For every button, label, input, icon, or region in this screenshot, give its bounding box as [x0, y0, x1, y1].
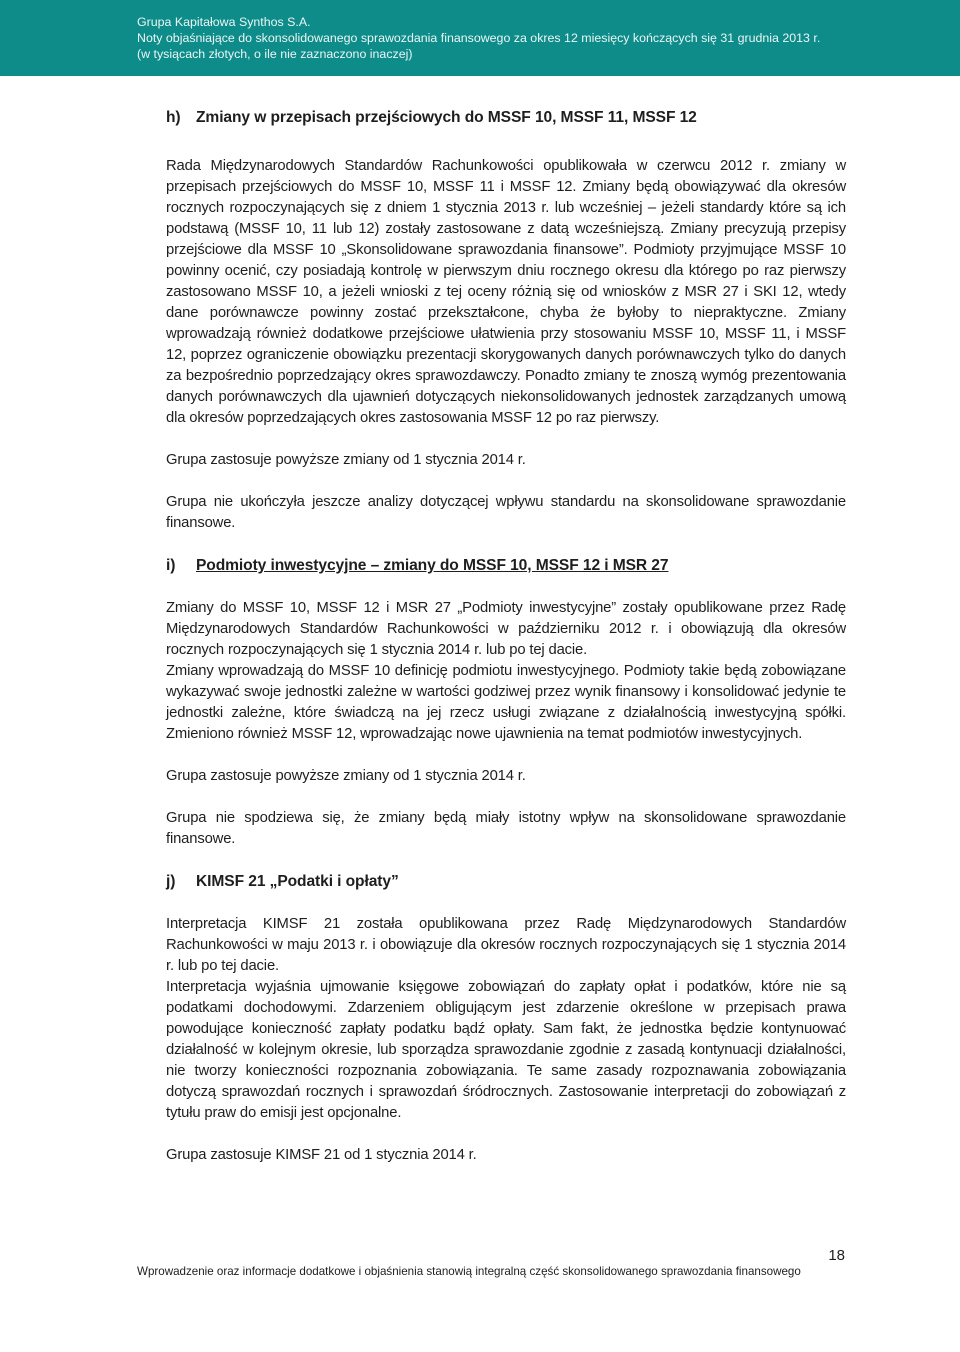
section-i-paragraph-3: Grupa zastosuje powyższe zmiany od 1 stycznia 2014 r. — [166, 768, 526, 784]
section-j-letter: j) — [166, 873, 176, 890]
section-h-paragraph-2: Grupa zastosuje powyższe zmiany od 1 stycznia 2014 r. — [166, 452, 526, 468]
section-h — [166, 107, 846, 534]
section-i-heading — [166, 555, 846, 577]
company-name: Grupa Kapitałowa Synthos S.A. — [137, 15, 311, 29]
section-j — [166, 871, 846, 1166]
section-i-paragraph-2: Zmiany wprowadzają do MSSF 10 definicję podmiotu inwestycyjnego. Podmioty takie będą zobowiązane wykazywać swoje jednostki zależne w wartości godziwej przez wynik finansowy i konsolidować jedynie te jednostki zależne, które świadczą na jej rzecz usługi związane z działalnością inwestycyjną spółki. Zmieniono również MSSF 12, wprowadzając nowe ujawnienia na temat podmiotów inwestycyjnych. — [166, 663, 846, 742]
section-j-title: KIMSF 21 „Podatki i opłaty” — [196, 873, 399, 890]
section-j-heading — [166, 871, 846, 893]
report-title: Noty objaśniające do skonsolidowanego sprawozdania finansowego za okres 12 miesięcy kończących się 31 grudnia 2013 r. — [137, 31, 821, 45]
units-note: (w tysiącach złotych, o ile nie zaznaczono inaczej) — [137, 47, 413, 61]
section-j-paragraph-2: Interpretacja wyjaśnia ujmowanie księgowe zobowiązań do zapłaty opłat i podatków, które nie są podatkami dochodowymi. Zdarzeniem obligującym jest zdarzenie określone w przepisach prawa powodujące konieczność zapłaty podatku bądź opłaty. Sam fakt, że jednostka będzie kontynuować działalność w kolejnym okresie, lub sporządza sprawozdanie zgodnie z zasadą kontynuacji działalności, nie tworzy konieczności rozpoznania zobowiązania. Te same zasady rozpoznawania zobowiązania dotyczą sprawozdań rocznych i sprawozdań śródrocznych. Zastosowanie interpretacji do zobowiązań z tytułu praw do emisji jest opcjonalne. — [166, 979, 846, 1121]
footer-note: Wprowadzenie oraz informacje dodatkowe i objaśnienia stanowią integralną część skonsolidowanego sprawozdania finansowego — [137, 1265, 801, 1278]
section-h-letter: h) — [166, 109, 181, 126]
section-h-paragraph-1: Rada Międzynarodowych Standardów Rachunkowości opublikowała w czerwcu 2012 r. zmiany w przepisach przejściowych do MSSF 10, MSSF 11 i MSSF 12. Zmiany będą obowiązywać dla okresów rocznych rozpoczynających się z dniem 1 stycznia 2013 r. lub wcześniej – jeżeli standardy które są ich podstawą (MSSF 10, 11 lub 12) zostały zastosowane z datą wcześniejszą. Zmiany precyzują przepisy przejściowe dla MSSF 10 „Skonsolidowane sprawozdania finansowe”. Podmioty przyjmujące MSSF 10 powinny ocenić, czy posiadają kontrolę w pierwszym dniu rocznego okresu dla którego po raz pierwszy zastosowano MSSF 10, a jeżeli wnioski z tej oceny różnią się od wniosków z MSR 27 i SKI 12, wtedy dane porównawcze powinny zostać przekształcone, chyba że byłoby to niepraktyczne. Zmiany wprowadzają również dodatkowe przejściowe ułatwienia przy stosowaniu MSSF 10, MSSF 11, i MSSF 12, poprzez ograniczenie obowiązku prezentacji skorygowanych danych porównawczych tylko do danych za bezpośrednio poprzedzający okres sprawozdawczy. Ponadto zmiany te znoszą wymóg prezentowania danych porównawczych dla ujawnień dotyczących niekonsolidowanych jednostek zarządzanych umową dla okresów poprzedzających okres zastosowania MSSF 12 po raz pierwszy. — [166, 158, 846, 426]
page-number: 18 — [828, 1247, 845, 1264]
section-j-paragraph-1: Interpretacja KIMSF 21 została opublikowana przez Radę Międzynarodowych Standardów Rachunkowości w maju 2013 r. i obowiązuje dla okresów rocznych rozpoczynających się 1 stycznia 2014 r. lub po tej dacie. — [166, 916, 846, 974]
section-i-letter: i) — [166, 557, 176, 574]
section-h-paragraph-3: Grupa nie ukończyła jeszcze analizy dotyczącej wpływu standardu na skonsolidowane sprawozdanie finansowe. — [166, 494, 846, 531]
document-header — [137, 14, 820, 62]
section-i-paragraph-1: Zmiany do MSSF 10, MSSF 12 i MSR 27 „Podmioty inwestycyjne” zostały opublikowane przez Radę Międzynarodowych Standardów Rachunkowości w październiku 2012 r. i obowiązują dla okresów rocznych rozpoczynających się 1 stycznia 2014 r. lub po tej dacie. — [166, 600, 846, 658]
section-h-heading — [166, 107, 846, 129]
section-h-title: Zmiany w przepisach przejściowych do MSSF 10, MSSF 11, MSSF 12 — [196, 109, 697, 126]
page-content — [166, 107, 846, 1166]
section-i — [166, 555, 846, 850]
section-j-paragraph-3: Grupa zastosuje KIMSF 21 od 1 stycznia 2014 r. — [166, 1147, 477, 1163]
section-i-title: Podmioty inwestycyjne – zmiany do MSSF 10, MSSF 12 i MSR 27 — [196, 557, 669, 574]
section-i-paragraph-4: Grupa nie spodziewa się, że zmiany będą miały istotny wpływ na skonsolidowane sprawozdanie finansowe. — [166, 810, 846, 847]
